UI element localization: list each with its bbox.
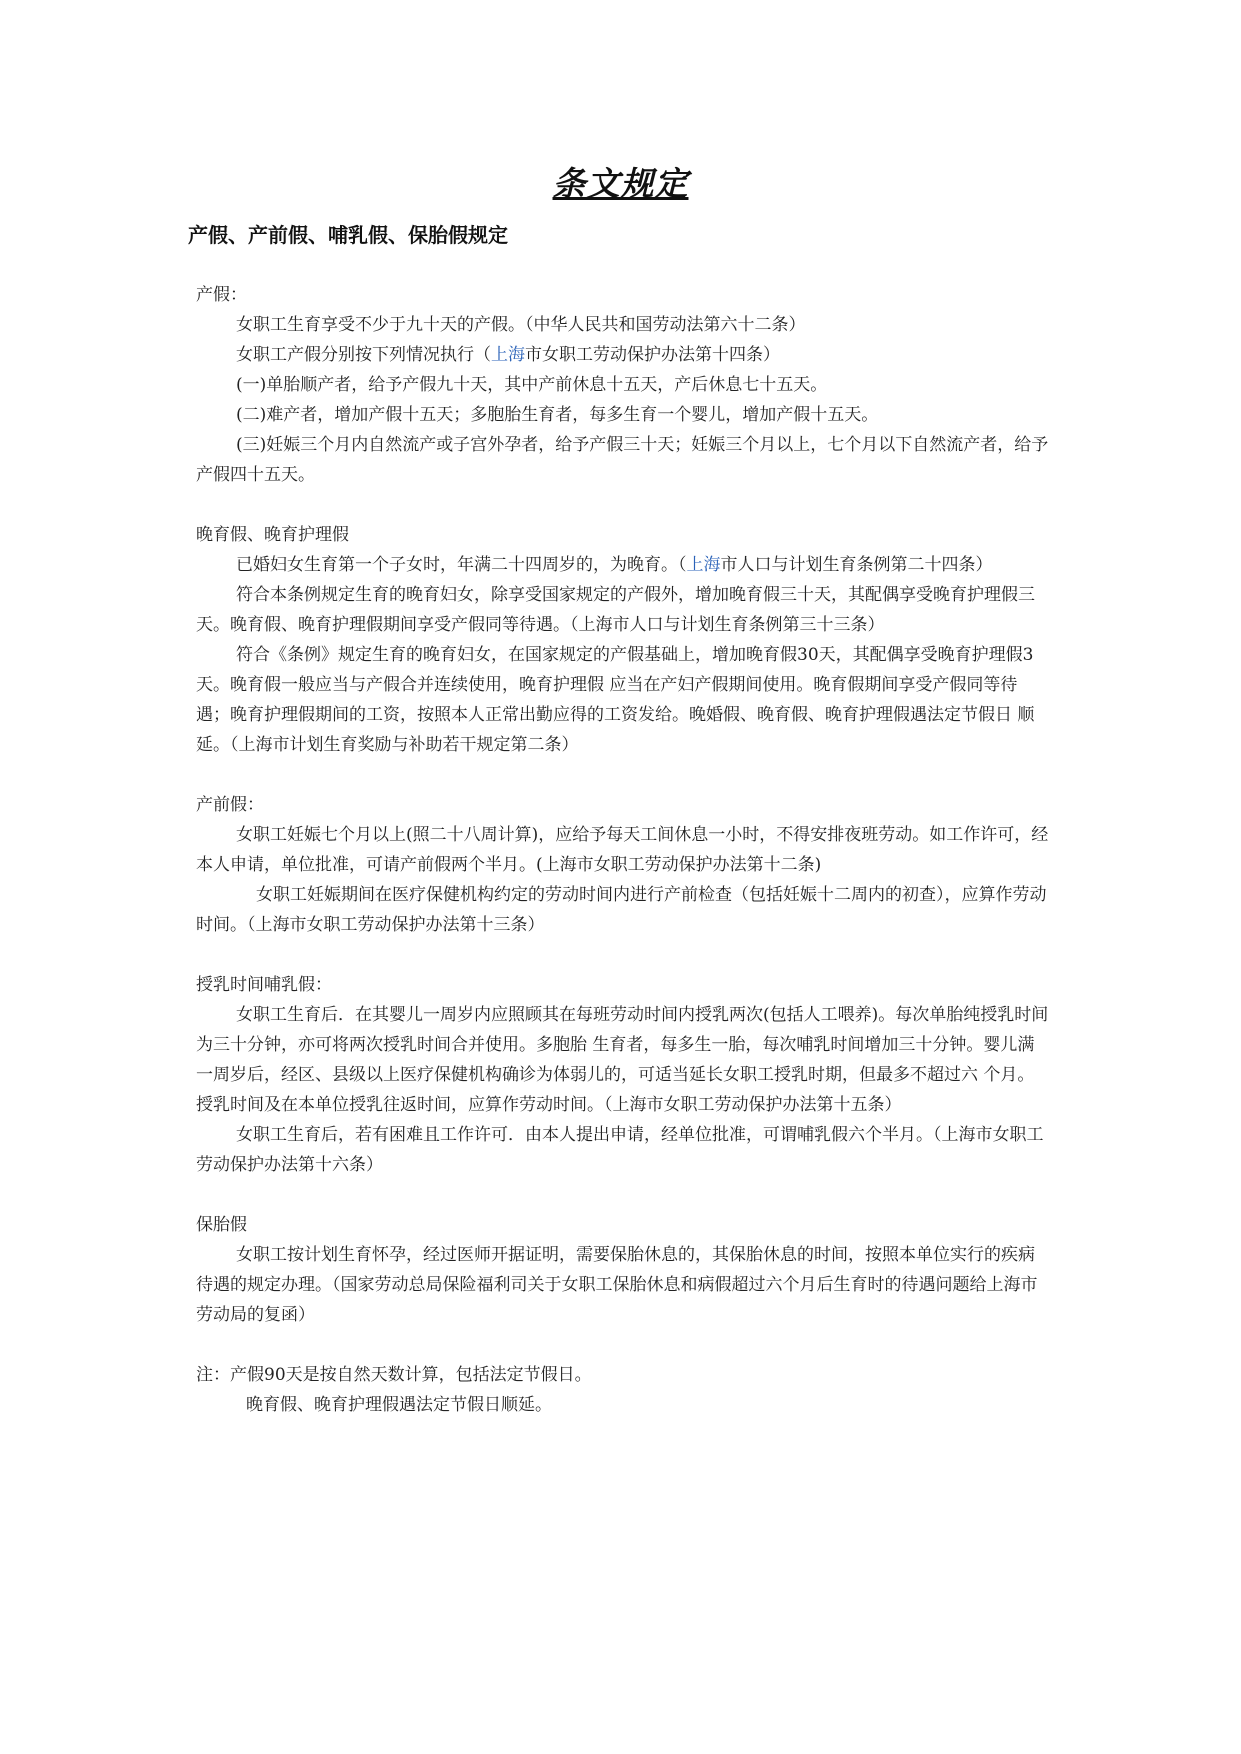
note-line: 注：产假90天是按自然天数计算，包括法定节假日。 [196, 1365, 592, 1385]
document-body [196, 280, 1050, 1420]
paragraph: 符合本条例规定生育的晚育妇女，除享受国家规定的产假外，增加晚育假三十天，其配偶享受晚育护理假三天。晚育假、晚育护理假期间享受产假同等待遇。（上海市人口与计划生育条例第三十三条） [196, 585, 1035, 635]
note-line: 晚育假、晚育护理假遇法定节假日顺延。 [246, 1395, 552, 1415]
section-heading-late-birth: 晚育假、晚育护理假 [196, 525, 349, 545]
paragraph [196, 340, 1050, 370]
page-subtitle: 产假、产前假、哺乳假、保胎假规定 [188, 223, 508, 247]
paragraph: 符合《条例》规定生育的晚育妇女，在国家规定的产假基础上，增加晚育假30天，其配偶享受晚育护理假3天。晚育假一般应当与产假合并连续使用，晚育护理假 应当在产妇产假期间使用。晚育假期间享受产假同等待遇；晚育护理假期间的工资，按照本人正常出勤应得的工资发给。晚婚假、晚育假、晚育护理假遇法定节假日 顺延。（上海市计划生育奖励与补助若干规定第二条） [196, 645, 1035, 755]
text-fragment: 女职工产假分别按下列情况执行（ [236, 345, 491, 365]
paragraph: 女职工按计划生育怀孕，经过医师开据证明，需要保胎休息的，其保胎休息的时间，按照本单位实行的疾病待遇的规定办理。（国家劳动总局保险福利司关于女职工保胎休息和病假超过六个月后生育时的待遇问题给上海市劳动局的复函） [196, 1245, 1038, 1325]
paragraph: 女职工生育享受不少于九十天的产假。（中华人民共和国劳动法第六十二条） [236, 315, 806, 335]
paragraph: (一)单胎顺产者，给予产假九十天，其中产前休息十五天，产后休息七十五天。 [236, 375, 828, 395]
inline-link[interactable]: 上海 [491, 345, 525, 365]
text-fragment: 市人口与计划生育条例第二十四条） [720, 555, 993, 575]
page-title: 条文规定 [552, 164, 689, 203]
paragraph: (三)妊娠三个月内自然流产或子宫外孕者，给予产假三十天；妊娠三个月以上，七个月以下自然流产者，给予产假四十五天。 [196, 435, 1049, 485]
section-heading-prenatal: 产前假： [196, 795, 264, 815]
inline-link[interactable]: 上海 [686, 555, 721, 575]
paragraph: (二)难产者，增加产假十五天；多胞胎生育者，每多生育一个婴儿，增加产假十五天。 [236, 405, 879, 425]
text-fragment: 市女职工劳动保护办法第十四条） [525, 345, 780, 365]
paragraph [196, 550, 1050, 580]
section-heading-nursing: 授乳时间哺乳假： [196, 975, 332, 995]
section-heading-pregnancy-protection: 保胎假 [196, 1215, 247, 1235]
spacer [196, 940, 1050, 970]
paragraph: 女职工生育后，若有困难且工作许可．由本人提出申请，经单位批准，可谓哺乳假六个半月。（上海市女职工劳动保护办法第十六条） [196, 1125, 1044, 1175]
paragraph: 女职工妊娠七个月以上(照二十八周计算)，应给予每天工间休息一小时，不得安排夜班劳动。如工作许可，经本人申请，单位批准，可请产前假两个半月。(上海市女职工劳动保护办法第十二条) [196, 825, 1049, 875]
paragraph: 女职工妊娠期间在医疗保健机构约定的劳动时间内进行产前检查（包括妊娠十二周内的初查），应算作劳动时间。（上海市女职工劳动保护办法第十三条） [196, 885, 1047, 935]
spacer [196, 1330, 1050, 1360]
spacer [196, 760, 1050, 790]
spacer [196, 490, 1050, 520]
section-heading-maternity: 产假： [196, 285, 247, 305]
text-fragment: 已婚妇女生育第一个子女时，年满二十四周岁的，为晚育。（ [236, 555, 687, 575]
paragraph: 女职工生育后．在其婴儿一周岁内应照顾其在每班劳动时间内授乳两次(包括人工喂养)。每次单胎纯授乳时间为三十分钟，亦可将两次授乳时间合并使用。多胞胎 生育者，每多生一胎，每次哺乳时间增加三十分钟。婴儿满一周岁后，经区、县级以上医疗保健机构确诊为体弱儿的，可适当延长女职工授乳时期，但最多不超过六 个月。授乳时间及在本单位授乳往返时间，应算作劳动时间。（上海市女职工劳动保护办法第十五条） [196, 1005, 1049, 1115]
spacer [196, 1180, 1050, 1210]
